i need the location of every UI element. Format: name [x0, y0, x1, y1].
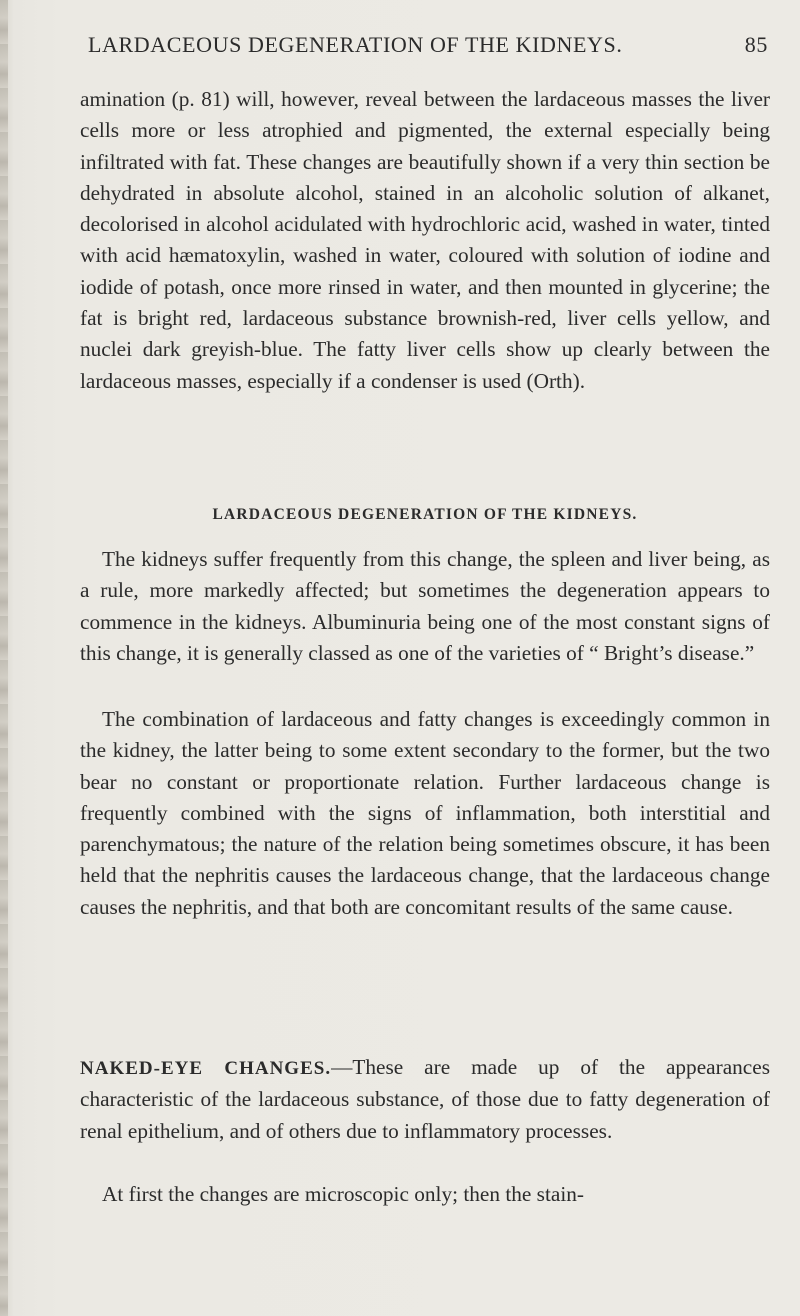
paragraph-text: amination (p. 81) will, however, reveal between the lardaceous masses the liver cells more or less atrophied and pigmented, the external especially being infiltrated with fat. These changes are beautifully shown if a very thin section be dehydrated in absolute alcohol, stained in an alcoholic solution of alkanet, decolorised in alcohol acidulated with hydrochloric acid, washed in water, tinted with acid hæmatoxylin, washed in water, coloured with solution of iodine and iodide of potash, once more rinsed in water, and then mounted in glycerine; the fat is bright red, lardaceous substance brownish-red, liver cells yellow, and nuclei dark greyish-blue. The fatty liver cells show up clearly between the lardaceous masses, especially if a condenser is used (Orth).	[80, 87, 770, 393]
paragraph-text	[80, 1052, 770, 1147]
run-in-heading: NAKED-EYE CHANGES.	[80, 1058, 332, 1079]
paragraph-text: At first the changes are microscopic only; then the stain-	[102, 1182, 584, 1206]
page-header	[88, 32, 768, 64]
paragraph-text: The kidneys suffer frequently from this change, the spleen and liver being, as a rule, more markedly affected; but sometimes the degeneration appears to commence in the kidneys. Albuminuria being one of the most constant signs of this change, it is generally classed as one of the varieties of “ Bright’s disease.”	[80, 547, 770, 665]
paragraph-naked-eye-changes	[80, 1052, 770, 1147]
paragraph-kidneys-intro	[80, 544, 770, 669]
paragraph-continued	[80, 84, 770, 397]
paragraph-at-first	[80, 1179, 770, 1210]
page-number: 85	[744, 32, 768, 57]
section-heading: LARDACEOUS DEGENERATION OF THE KIDNEYS.	[212, 506, 638, 523]
page-binding-edge	[0, 0, 8, 1316]
paragraph-combination	[80, 704, 770, 923]
paragraph-body: —These are made up of the appearances characteristic of the lardaceous substance, of those due to fatty degeneration of renal epithelium, and of others due to inflammatory processes.	[80, 1055, 770, 1143]
paragraph-text: The combination of lardaceous and fatty changes is exceedingly common in the kidney, the latter being to some extent secondary to the former, but the two bear no constant or proportionate relation. Further lardaceous change is frequently combined with the signs of inflammation, both interstitial and parenchymatous; the nature of the relation being sometimes obscure, it has been held that the nephritis causes the lardaceous change, that the lardaceous change causes the nephritis, and that both are concomitant results of the same cause.	[80, 707, 770, 919]
running-head: LARDACEOUS DEGENERATION OF THE KIDNEYS.	[88, 32, 623, 57]
